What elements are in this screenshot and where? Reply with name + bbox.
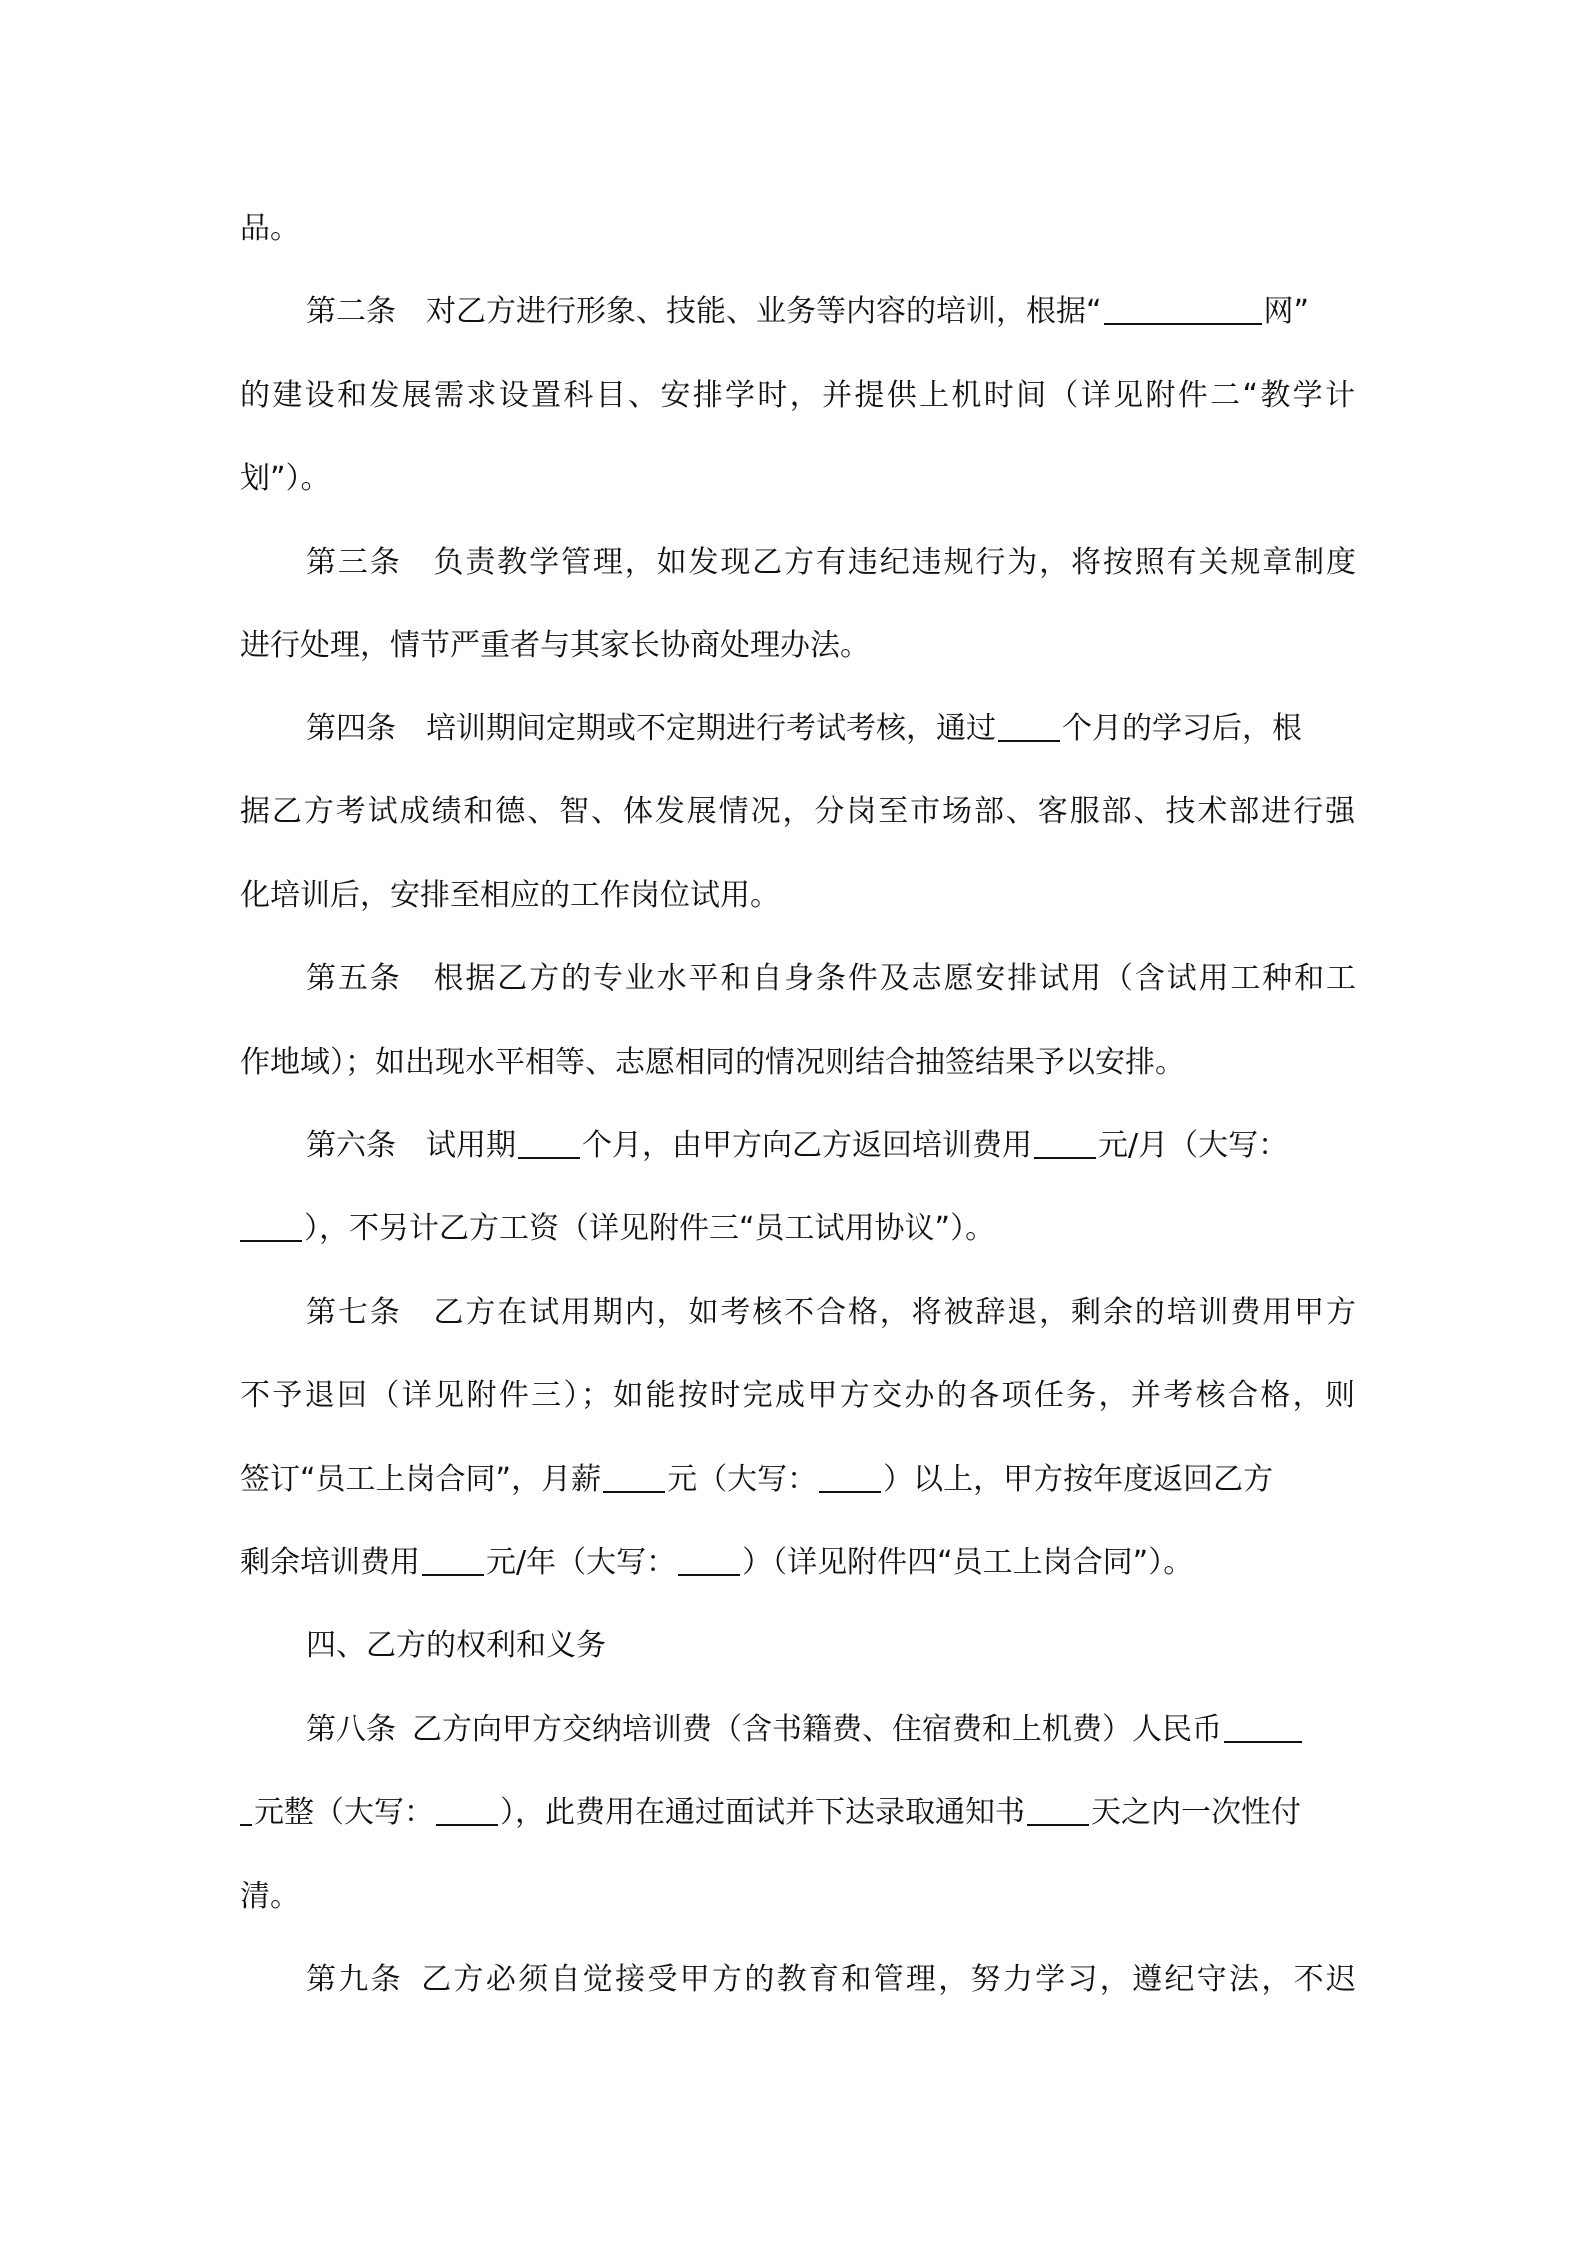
article-4-line-2 <box>240 792 1355 832</box>
text-run: 负责教学管理，如发现乙方有违纪违规行为，将按照有关规章制度 <box>431 545 1356 580</box>
text-run: 品。 <box>240 211 300 246</box>
text-run: 据乙方考试成绩和德、智、体发展情况，分岗至市场部、客服部、技术部进行强 <box>240 794 1355 829</box>
article-label: 第二条 <box>306 294 396 329</box>
text-run: 培训期间定期或不定期进行考试考核，通过 <box>426 711 996 746</box>
text-run: 剩余培训费用 <box>240 1545 420 1580</box>
article-label: 第六条 <box>306 1128 396 1163</box>
text-run: 清。 <box>240 1879 300 1914</box>
fill-blank[interactable] <box>1034 1129 1096 1159</box>
text-run: 个月的学习后，根 <box>1062 711 1302 746</box>
fill-blank[interactable] <box>1224 1713 1302 1743</box>
article-label: 第四条 <box>306 711 396 746</box>
text-run: 个月，由甲方向乙方返回培训费用 <box>582 1128 1032 1163</box>
article-4-line-1 <box>306 709 1356 749</box>
text-run: 元（大写： <box>667 1462 818 1497</box>
text-run: 元/年（大写： <box>486 1545 677 1580</box>
article-7-line-4 <box>240 1543 1355 1583</box>
fill-blank[interactable] <box>678 1546 740 1576</box>
text-run: 元/月（大写： <box>1098 1128 1289 1163</box>
text-run: 作地域）；如出现水平相等、志愿相同的情况则结合抽签结果予以安排。 <box>240 1045 1185 1080</box>
fill-blank[interactable] <box>422 1546 484 1576</box>
article-4-line-3 <box>240 876 1355 916</box>
fill-blank[interactable] <box>240 1796 252 1826</box>
fill-blank[interactable] <box>518 1129 580 1159</box>
text-run: 乙方向甲方交纳培训费（含书籍费、住宿费和上机费）人民币 <box>412 1712 1222 1747</box>
text-run: 对乙方进行形象、技能、业务等内容的培训，根据“ <box>426 294 1102 329</box>
article-2-line-2 <box>240 376 1355 416</box>
fill-blank[interactable] <box>998 712 1060 742</box>
fill-blank[interactable] <box>240 1212 302 1242</box>
article-8-line-3 <box>240 1877 1355 1917</box>
text-run: 试用期 <box>426 1128 516 1163</box>
fill-blank[interactable] <box>1027 1796 1089 1826</box>
article-7-line-1 <box>306 1293 1356 1333</box>
section-title: 四、乙方的权利和义务 <box>306 1628 606 1663</box>
article-2-line-3 <box>240 459 1355 499</box>
article-label: 第七条 <box>306 1295 402 1330</box>
text-run: ），此费用在通过面试并下达录取通知书 <box>500 1795 1025 1830</box>
text-run: 元整（大写： <box>254 1795 434 1830</box>
article-9-line-1 <box>306 1960 1356 2000</box>
text-run: 签订“员工上岗合同”，月薪 <box>240 1462 602 1497</box>
article-label: 第八条 <box>306 1712 396 1747</box>
article-3-line-2 <box>240 626 1355 666</box>
text-run: 不予退回（详见附件三）；如能按时完成甲方交办的各项任务，并考核合格，则 <box>240 1378 1355 1413</box>
section-heading <box>306 1626 1356 1666</box>
text-run: 进行处理，情节严重者与其家长协商处理办法。 <box>240 628 870 663</box>
text-run: 网” <box>1263 294 1310 329</box>
text-run: 划”）。 <box>240 461 331 496</box>
article-label: 第五条 <box>306 961 402 996</box>
text-run: 乙方在试用期内，如考核不合格，将被辞退，剩余的培训费用甲方 <box>431 1295 1356 1330</box>
fill-blank[interactable] <box>1104 295 1262 325</box>
text-run: ），不另计乙方工资（详见附件三“员工试用协议”）。 <box>304 1211 996 1246</box>
article-6-line-2 <box>240 1209 1355 1249</box>
article-5-line-2 <box>240 1043 1355 1083</box>
fill-blank[interactable] <box>436 1796 498 1826</box>
article-8-line-2 <box>240 1793 1355 1833</box>
article-7-line-2 <box>240 1376 1355 1416</box>
text-run: ）以上，甲方按年度返回乙方 <box>883 1462 1274 1497</box>
article-8-line-1 <box>306 1710 1356 1750</box>
article-3-line-1 <box>306 543 1356 583</box>
text-run: 天之内一次性付 <box>1091 1795 1301 1830</box>
article-6-line-1 <box>306 1126 1356 1166</box>
fill-blank[interactable] <box>603 1463 665 1493</box>
text-line <box>240 209 1355 249</box>
article-7-line-3 <box>240 1460 1355 1500</box>
text-run: 化培训后，安排至相应的工作岗位试用。 <box>240 878 780 913</box>
article-label: 第九条 <box>306 1962 403 1997</box>
article-5-line-1 <box>306 959 1356 999</box>
article-2-line-1 <box>306 292 1356 332</box>
article-label: 第三条 <box>306 545 402 580</box>
fill-blank[interactable] <box>819 1463 881 1493</box>
text-run: 的建设和发展需求设置科目、安排学时，并提供上机时间（详见附件二“教学计 <box>240 378 1355 413</box>
text-run: 乙方必须自觉接受甲方的教育和管理，努力学习，遵纪守法，不迟 <box>418 1962 1356 1997</box>
text-run: ）（详见附件四“员工上岗合同”）。 <box>742 1545 1194 1580</box>
text-run: 根据乙方的专业水平和自身条件及志愿安排试用（含试用工种和工 <box>431 961 1356 996</box>
